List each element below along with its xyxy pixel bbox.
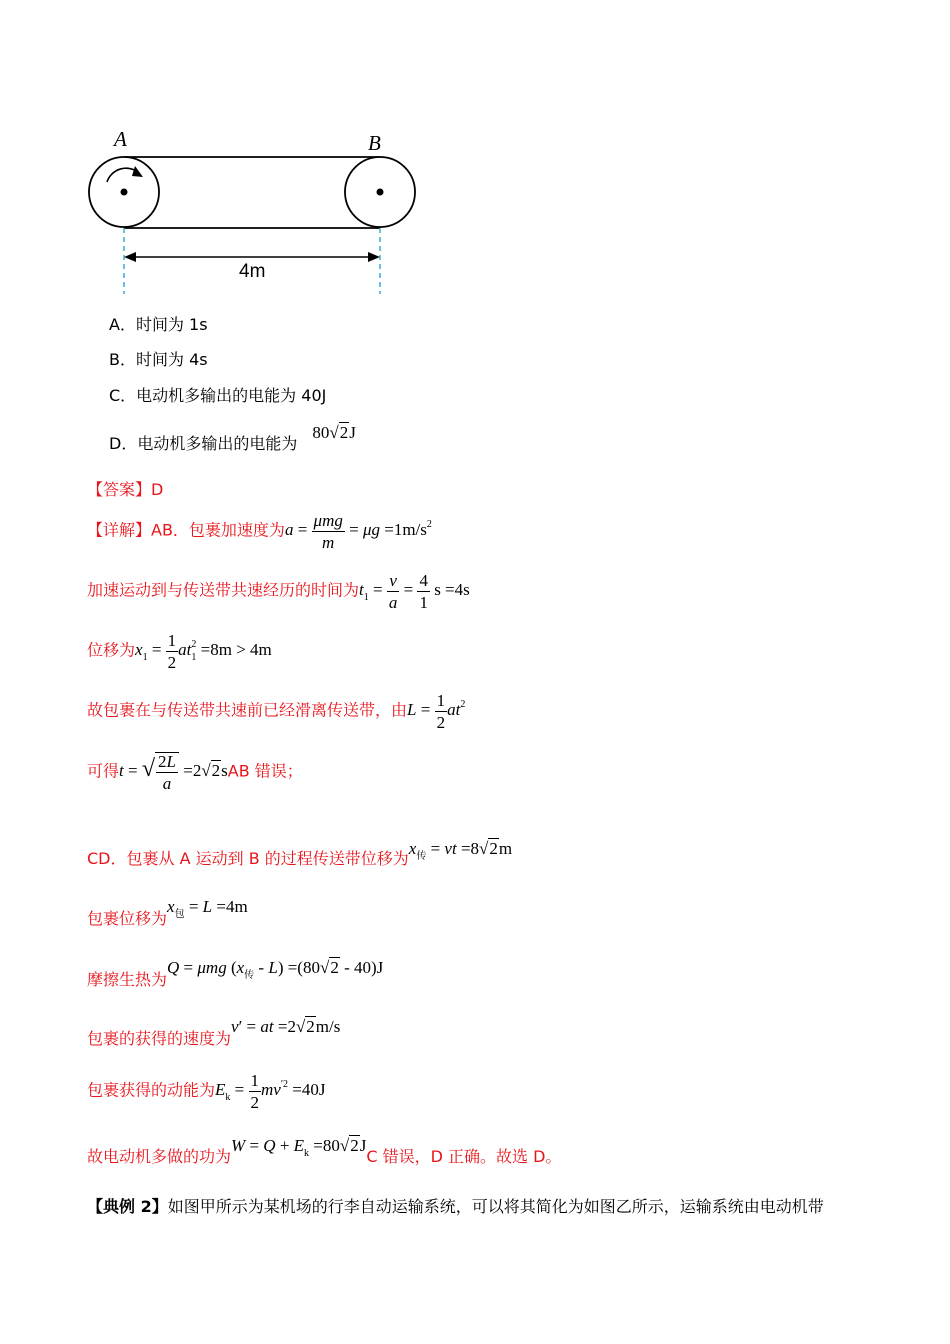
detail-line-4: 故包裹在与传送带共速前已经滑离传送带，由L = $\frac{1}{2}$ $at^2$	[87, 691, 466, 732]
axle-a	[121, 189, 128, 196]
detail-line-8: 摩擦生热为Q = μmg $(x_传 - L) =(80√2 - 40)J$	[87, 958, 384, 989]
arrowhead-right-icon	[368, 252, 380, 262]
example-2-label: 【典例 2】	[87, 1197, 168, 1216]
detail-line-9: 包裹的获得的速度为v′ = at =2√2m/s	[87, 1017, 341, 1048]
conveyor-figure	[80, 122, 430, 297]
option-d	[109, 420, 356, 453]
option-a: A．时间为 1s	[109, 315, 208, 334]
detail-line-2: 加速运动到与传送带共速经历的时间为$t_1$ = $\frac{v}{a}$ = $\frac{4}{1}$ s =4s	[87, 571, 470, 612]
detail-line-11: 故电动机多做的功为$W = Q + E_k =80√2JC$ 错误，D 正确。故选 D。	[87, 1136, 562, 1166]
option-c: C．电动机多输出的电能为 40J	[109, 386, 327, 405]
detail-line-1: 【详解】AB．包裹加速度为a = $\frac{\text{μmg}}{m}$ = $\mu g =1m/s^2$	[87, 511, 432, 552]
answer-line: 【答案】D	[87, 480, 164, 499]
distance-label: 4m	[239, 261, 266, 282]
detail-line-10: 包裹获得的动能为$E_k$ = $\frac{1}{2}$ $mv^{'2} =40J$	[87, 1071, 326, 1112]
example-2-line	[87, 1194, 824, 1217]
option-b: B．时间为 4s	[109, 350, 208, 369]
axle-b	[377, 189, 384, 196]
detail-line-6: CD．包裹从 A 运动到 B 的过程传送带位移为$x_传$ = vt =8√2m	[87, 839, 513, 868]
option-d-value: 80√2J	[312, 423, 356, 442]
label-b: B	[368, 131, 381, 155]
label-a: A	[114, 127, 127, 151]
arrowhead-left-icon	[124, 252, 136, 262]
detail-line-7: 包裹位移为$x_包 = L =4m$	[87, 897, 248, 928]
detail-line-3: 位移为$x_1$ = $\frac{1}{2}$ $at_1^2 =8m > 4m$	[87, 631, 272, 672]
detail-line-5: 可得t = √ $\frac{2L}{a}$ =2√2sAB 错误；	[87, 752, 303, 793]
option-d-text: D．电动机多输出的电能为	[109, 434, 298, 453]
example-2-text: 如图甲所示为某机场的行李自动运输系统，可以将其简化为如图乙所示，运输系统由电动机带	[167, 1197, 824, 1216]
